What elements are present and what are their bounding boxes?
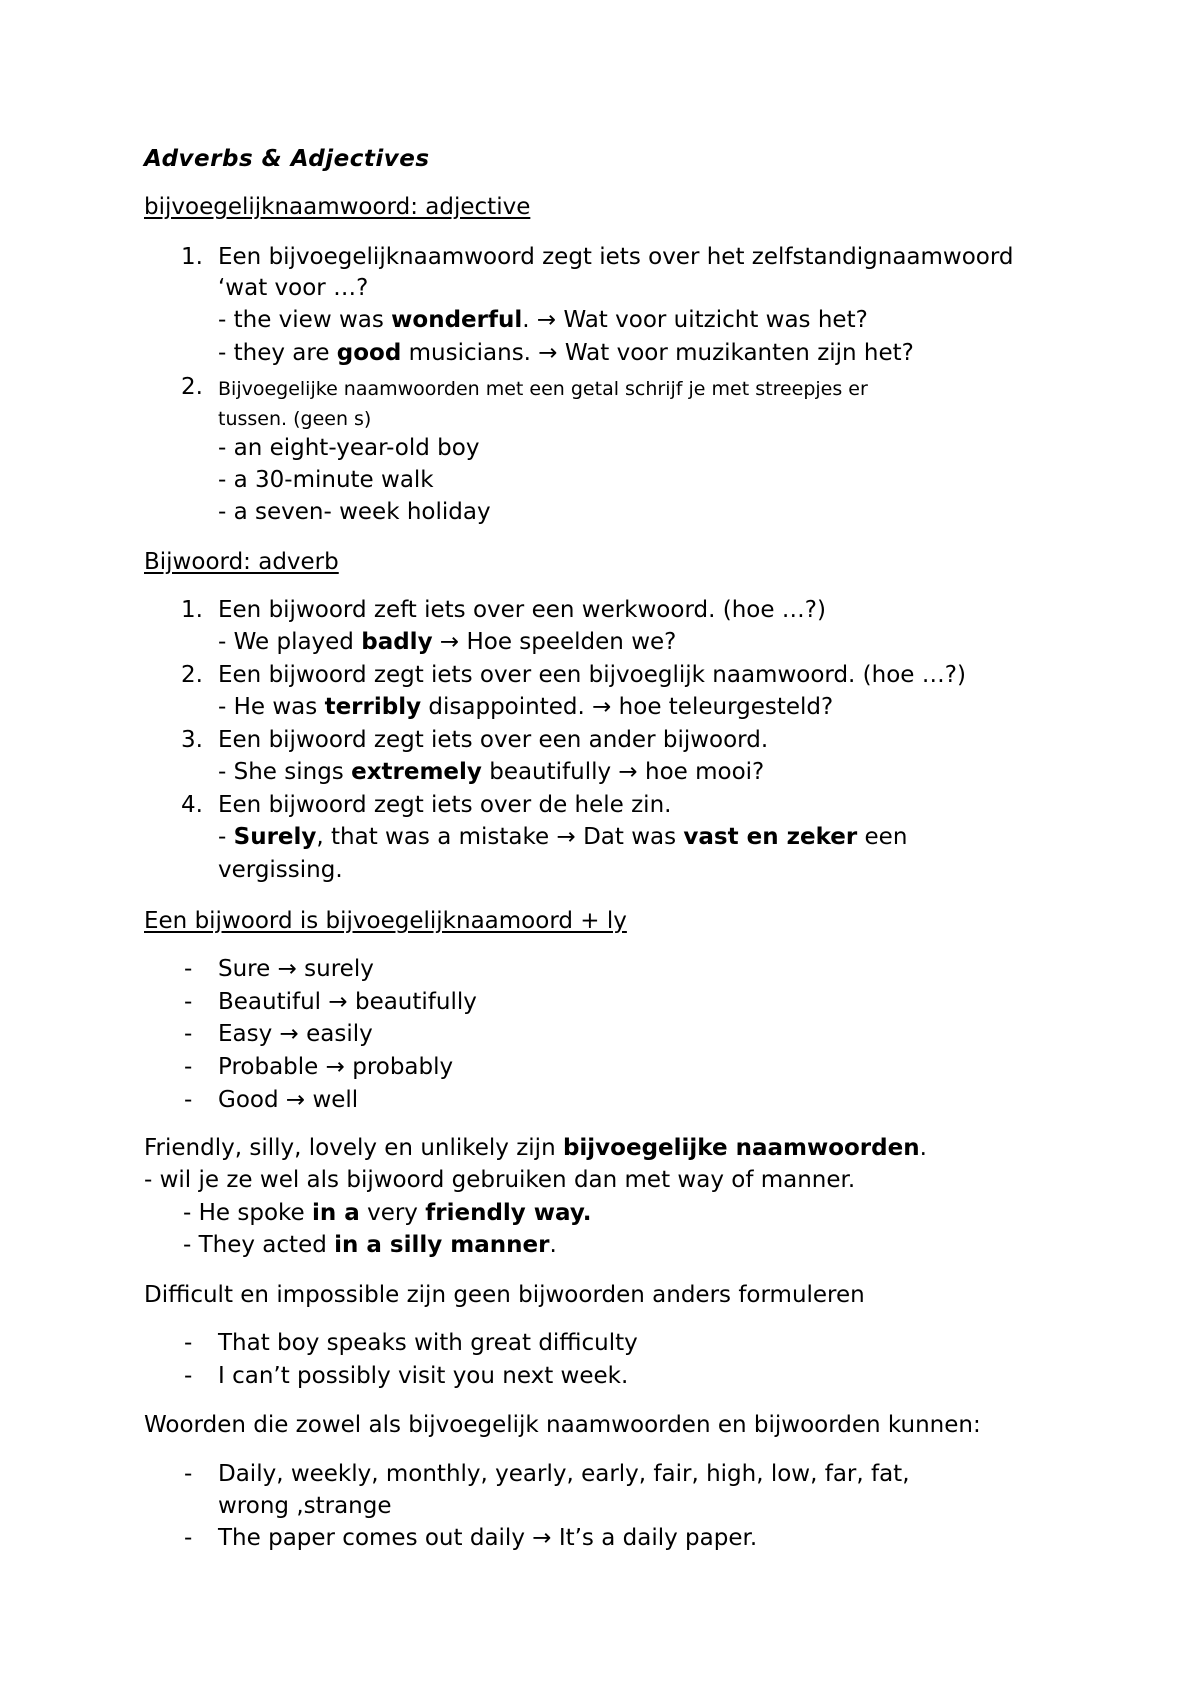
example-line: - they are good musicians. → Wat voor muzikanten zijn het? bbox=[218, 340, 914, 366]
bullet: - bbox=[184, 1363, 193, 1389]
list-item: Beautiful → beautifully bbox=[218, 989, 477, 1015]
bullet: - bbox=[184, 989, 193, 1015]
bullet: - bbox=[184, 1330, 193, 1356]
section-heading-rule: Een bijwoord is bijvoegelijknaamoord + ly bbox=[144, 908, 627, 934]
bullet: - bbox=[184, 1021, 193, 1047]
list-item-text: Een bijwoord zegt iets over een bijvoeglijk naamwoord. (hoe …?) bbox=[218, 662, 966, 688]
list-item-text: ‘wat voor …? bbox=[218, 275, 369, 301]
list-item-text: Een bijwoord zegt iets over de hele zin. bbox=[218, 792, 672, 818]
example-line: - the view was wonderful. → Wat voor uitzicht was het? bbox=[218, 307, 868, 333]
list-item: Good → well bbox=[218, 1087, 359, 1113]
list-item: The paper comes out daily → It’s a daily paper. bbox=[218, 1525, 758, 1551]
list-item: I can’t possibly visit you next week. bbox=[218, 1363, 629, 1389]
example-line: - Surely, that was a mistake → Dat was vast en zeker een bbox=[218, 824, 908, 850]
list-item-text: Een bijwoord zegt iets over een ander bijwoord. bbox=[218, 727, 769, 753]
section-heading-adjective: bijvoegelijknaamwoord: adjective bbox=[144, 194, 531, 220]
list-item: That boy speaks with great difficulty bbox=[218, 1330, 638, 1356]
example-line: vergissing. bbox=[218, 857, 343, 883]
paragraph-line: Friendly, silly, lovely en unlikely zijn bijvoegelijke naamwoorden. bbox=[144, 1135, 927, 1161]
bullet: - bbox=[184, 1461, 193, 1487]
example-line: - He spoke in a very friendly way. bbox=[183, 1200, 592, 1226]
list-number: 3. bbox=[181, 727, 203, 753]
bullet: - bbox=[184, 1054, 193, 1080]
list-item-text: Bijvoegelijke naamwoorden met een getal schrijf je met streepjes er bbox=[218, 378, 868, 400]
example-line: - We played badly → Hoe speelden we? bbox=[218, 629, 677, 655]
list-number: 2. bbox=[181, 374, 203, 400]
list-item-text: Een bijwoord zeft iets over een werkwoord. (hoe …?) bbox=[218, 597, 826, 623]
example-line: - He was terribly disappointed. → hoe teleurgesteld? bbox=[218, 694, 834, 720]
list-number: 1. bbox=[181, 597, 203, 623]
bullet: - bbox=[184, 1087, 193, 1113]
list-item: Easy → easily bbox=[218, 1021, 373, 1047]
list-number: 1. bbox=[181, 244, 203, 270]
section-heading-adverb: Bijwoord: adverb bbox=[144, 549, 339, 575]
list-item-text: Een bijvoegelijknaamwoord zegt iets over het zelfstandignaamwoord bbox=[218, 244, 1014, 270]
example-line: - They acted in a silly manner. bbox=[183, 1232, 557, 1258]
list-item: Sure → surely bbox=[218, 956, 374, 982]
list-item-text: tussen. (geen s) bbox=[218, 408, 372, 430]
example-line: - an eight-year-old boy bbox=[218, 435, 480, 461]
paragraph-line: - wil je ze wel als bijwoord gebruiken dan met way of manner. bbox=[144, 1167, 856, 1193]
paragraph-line: Woorden die zowel als bijvoegelijk naamwoorden en bijwoorden kunnen: bbox=[144, 1412, 981, 1438]
bullet: - bbox=[184, 956, 193, 982]
bullet: - bbox=[184, 1525, 193, 1551]
example-line: - a seven- week holiday bbox=[218, 499, 491, 525]
list-item: Probable → probably bbox=[218, 1054, 454, 1080]
list-item-continuation: wrong ,strange bbox=[218, 1493, 392, 1519]
list-number: 2. bbox=[181, 662, 203, 688]
paragraph-line: Difficult en impossible zijn geen bijwoorden anders formuleren bbox=[144, 1282, 865, 1308]
example-line: - She sings extremely beautifully → hoe mooi? bbox=[218, 759, 765, 785]
document-title: Adverbs & Adjectives bbox=[144, 146, 430, 172]
example-line: - a 30-minute walk bbox=[218, 467, 434, 493]
list-number: 4. bbox=[181, 792, 203, 818]
list-item: Daily, weekly, monthly, yearly, early, fair, high, low, far, fat, bbox=[218, 1461, 910, 1487]
